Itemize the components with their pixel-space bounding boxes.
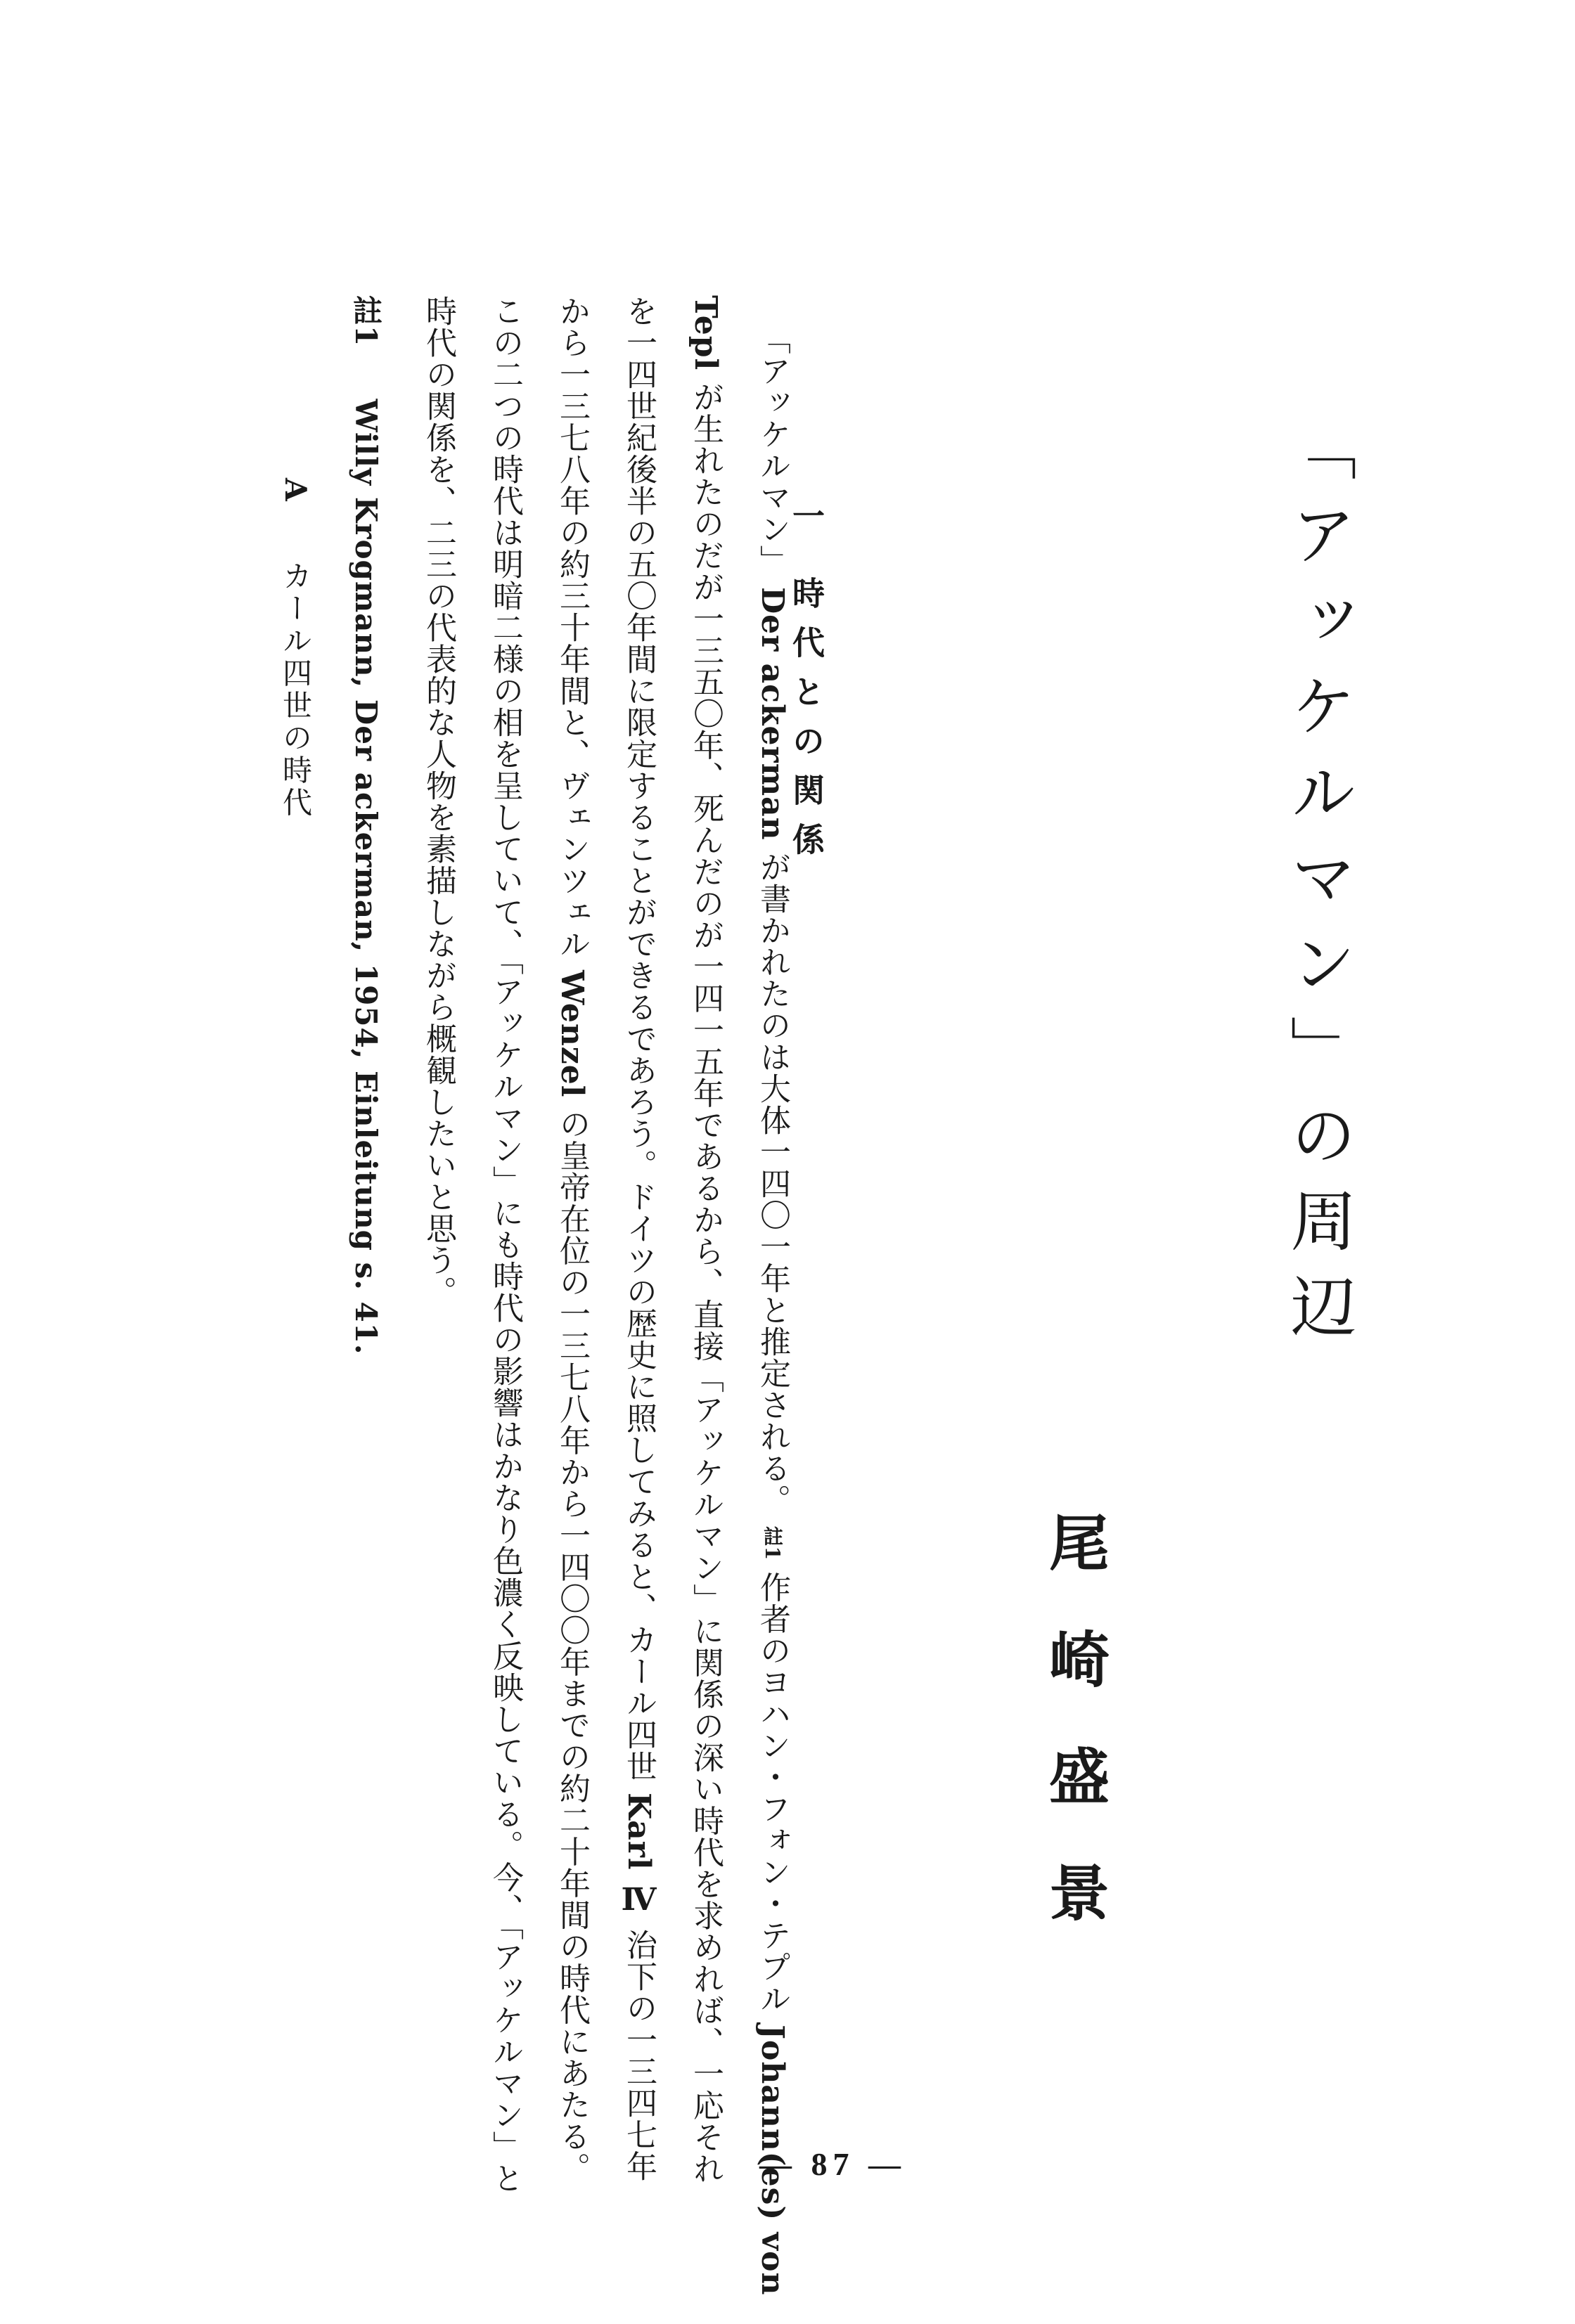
body-text: 時代の関係を、二三の代表的な人物を素描しながら概観したいと思う。 bbox=[420, 295, 456, 1308]
footnote-marker: 註1 bbox=[761, 1525, 784, 1561]
section-heading: 一 時代との関係 bbox=[788, 499, 825, 872]
page-number: — 87 — bbox=[759, 2146, 906, 2182]
body-text: この二つの時代は明暗二様の相を呈していて、「アッケルマン」にも時代の影響はかなり色濃く反映している。今、「アッケルマン」と bbox=[487, 295, 523, 2194]
body-latin-term: Wenzel bbox=[554, 970, 590, 1098]
body-text: 「アッケルマン」 bbox=[754, 323, 790, 576]
footnote-text: Willy Krogmann, Der ackerman, 1954, Einleitung s. 41. bbox=[349, 399, 383, 1355]
body-line-6 bbox=[420, 295, 456, 1308]
body-text: 作者のヨハン・フォン・テプル bbox=[754, 1571, 790, 2015]
body-latin-term: Karl Ⅳ bbox=[621, 1793, 657, 1918]
body-latin-term: Johann(es) von bbox=[754, 2025, 790, 2296]
body-latin-term: Der ackerman bbox=[754, 587, 790, 841]
body-line-5 bbox=[487, 295, 523, 2194]
body-text: の皇帝在位の一三七八年から一四〇〇年までの約二十年間の時代にあたる。 bbox=[554, 1108, 590, 2184]
body-text: が書かれたのは大体一四〇一年と推定される。 bbox=[754, 851, 790, 1516]
body-text: を一四世紀後半の五〇年間に限定することができるであろう。ドイツの歴史に照してみると、カール四世 bbox=[621, 295, 657, 1782]
body-line-3 bbox=[621, 295, 657, 2182]
subsection-title: カール四世の時代 bbox=[278, 560, 313, 820]
article-title: 「アッケルマン」の周辺 bbox=[1279, 415, 1356, 1358]
body-line-4 bbox=[554, 295, 590, 2184]
body-text: が生れたのだが一三五〇年、死んだのが一四一五年であるから、直接「アッケルマン」に関係の深い時代を求めれば、一応それ bbox=[688, 381, 724, 2185]
body-latin-term: Tepl bbox=[688, 295, 724, 371]
subsection-label: A bbox=[278, 478, 313, 504]
body-text: 治下の一三四七年 bbox=[621, 1928, 657, 2182]
article-author: 尾崎盛景 bbox=[1039, 1511, 1110, 1978]
footnote bbox=[345, 295, 387, 1355]
body-line-2 bbox=[688, 295, 724, 2185]
body-line-1 bbox=[754, 323, 790, 2296]
footnote-label: 註1 bbox=[349, 295, 383, 347]
subsection-heading bbox=[274, 478, 316, 819]
body-text: から一三七八年の約三十年間と、ヴェンツェル bbox=[554, 295, 590, 960]
